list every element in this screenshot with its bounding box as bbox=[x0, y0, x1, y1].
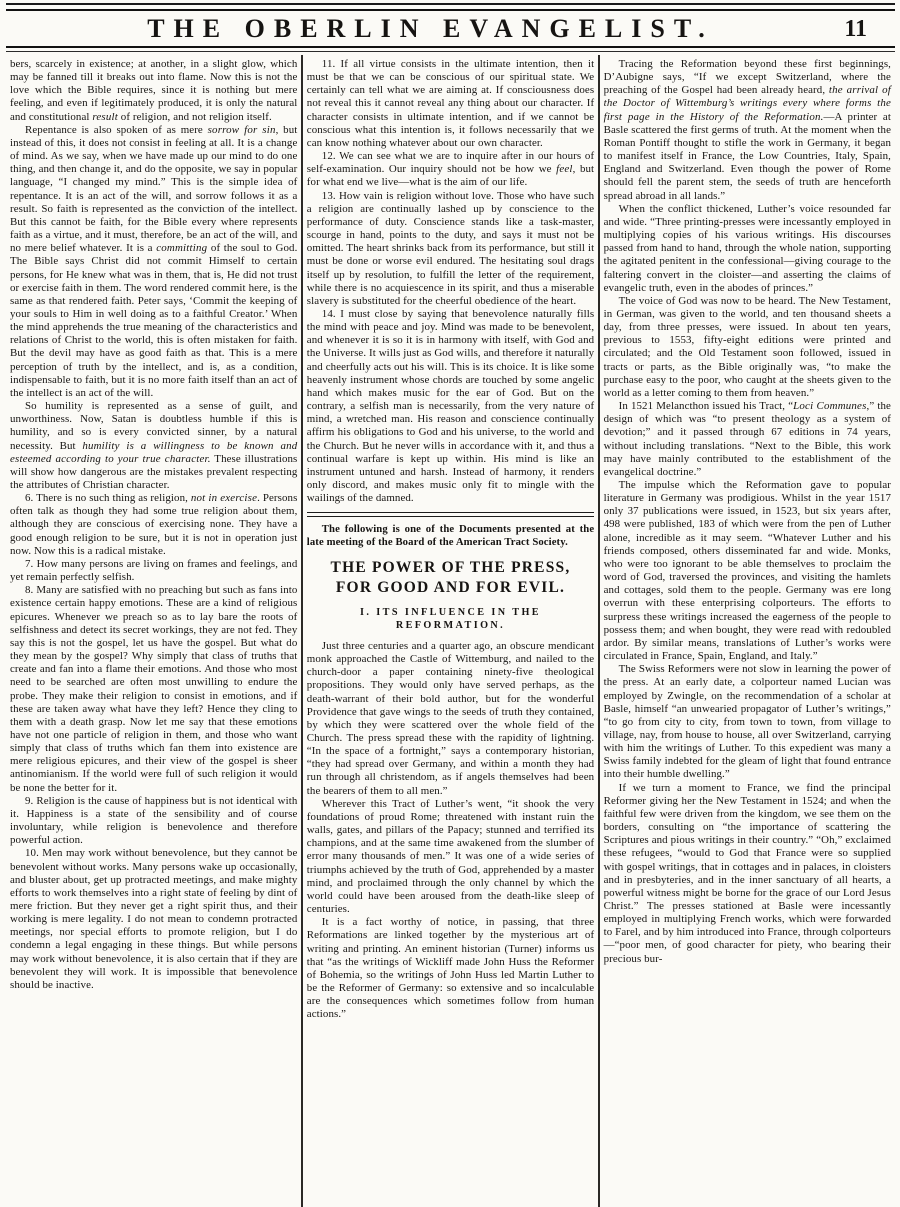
paragraph: 12. We can see what we are to inquire after in our hours of self-examination. Our inquiry should not be how we feel, but for what end we live—what is the aim of our life. bbox=[306, 150, 595, 189]
paragraph: 11. If all virtue consists in the ultimate intention, then it must be that we can be conscious of our spiritual state. We certainly can tell what we are aiming at. If consciousness does not reveal this it cannot reveal any thing about our character. If character consists in ultimate intention, and if we cannot be conscious what this intention is, it follows necessarily that we can know nothing whatever about our own character. bbox=[306, 58, 595, 149]
paragraph: The voice of God was now to be heard. The New Testament, in German, was given to the world, and ten thousand sheets a day, from three presses, were issued. In about ten years, previous to 1553, fifty-eight editions were printed and circulated; and the Old Testament soon followed, issued in tracts or parts, as the Bible originally was, “to make the purchase easy to the poor, who caught at the sheets given to the world as a letter coming to them from heaven.” bbox=[603, 294, 891, 399]
paragraph: 9. Religion is the cause of happiness but is not identical with it. Happiness is a state of the sensibility and of course involuntary, while religion is benevolence and therefore powerful action. bbox=[10, 794, 298, 847]
column-2-paragraphs-top bbox=[307, 58, 594, 505]
column-1 bbox=[6, 55, 301, 1207]
paragraph: The Swiss Reformers were not slow in learning the power of the press. At an early date, a colporteur named Lucian was employed by Zwingle, on the recommendation of a scholar at Basle, himself “an unwearied propagator of Luther’s writings,” “to go from city to city, from town to town, from village to village, nay, from house to house, all over Switzerland, carrying with him the writings of Luther. To this expedient was many a Swiss family indebted for the gleam of light that found entrance into their humble dwelling.” bbox=[603, 663, 891, 781]
article-headline: THE POWER OF THE PRESS, FOR GOOD AND FOR EVIL. bbox=[330, 559, 571, 597]
paragraph: Tracing the Reformation beyond these first beginnings, D’Aubigne says, “If we except Switzerland, where the preaching of the Gospel had been already heard, the arrival of the Doctor of Wittemburg’s writings every where forms the first page in the History of the Reformation.—A printer at Basle scattered the first germs of truth. At the moment when the Roman Pontiff thought to stifle the work in Germany, it began to manifest itself in France, the Low Countries, Italy, Spain, England and Switzerland. Even though the power of Rome should fell the parent stem, the seeds of truth are henceforth spread abroad in all lands.” bbox=[603, 58, 891, 202]
column-3-paragraphs bbox=[604, 58, 891, 966]
column-2-paragraphs-bottom bbox=[307, 640, 594, 1022]
paragraph: In 1521 Melancthon issued his Tract, “Loci Communes,” the design of which was “to present theology as a system of devotion;” and it passed through 67 editions in 74 years, without including translations. “Next to the Bible, this work may have mainly contributed to the establishment of the evangelical doctrine.” bbox=[603, 400, 891, 478]
paragraph: 13. How vain is religion without love. Those who have such a religion are continually lashed up by conscience to the performance of duty. Conscience stands like a task-master, scourge in hand, points to the duty, and says it must not be omitted. The heart shrinks back from its performance, but still it must be done or worse evil endured. The hesitating soul drags itself up by resolution, to fulfill the letter of the requirement, while there is no acquiescence in its spirit, and thus a miserable slavery is substituted for the cheerful obedience of the heart. bbox=[306, 189, 595, 307]
paragraph: When the conflict thickened, Luther’s voice resounded far and wide. “Three printing-presses were incessantly employed in multiplying copies of his various writings. His discourses passed from hand to hand, through the whole nation, supporting the agitated penitent in the confessional—giving courage to the faltering convert in the cloister—and asserting the claims of evangelic truth, even in the abodes of princes.” bbox=[603, 202, 891, 294]
paragraph: Just three centuries and a quarter ago, an obscure mendicant monk approached the Castle of Wittemburg, and nailed to the church-door a paper containing ninety-five theological propositions. They would only have served perhaps, as the death-warrant of their bold author, but for the wonderful Providence that gave wings to the seeds of truth they contained, by which they were scattered over the whole field of the Church. The press spread these with the rapidity of lightning. “In the space of a fortnight,” says a contemporary historian, “they had spread over Germany, and within a month they had run through all christendom, as if angels themselves had been the bearers of them to all men.” bbox=[306, 639, 595, 797]
column-1-paragraphs bbox=[10, 58, 297, 992]
top-double-rule bbox=[6, 3, 895, 11]
paragraph: Wherever this Tract of Luther’s went, “it shook the very foundations of proud Rome; threatened with instant ruin the walls, gates, and pillars of the Papacy; stunned and terrified its champions, and at the same time awakened from the slumber of error many thousands of men.” It was one of a wide series of triumphs achieved by the truth of God, apprehended by a master mind, and proclaimed through the only channel by which the world could have been aroused from the death-like sleep of centuries. bbox=[306, 797, 595, 916]
masthead bbox=[6, 12, 895, 46]
paragraph: 10. Men may work without benevolence, but they cannot be benevolent without works. Many persons wake up occasionally, and bluster about, get up protracted meetings, and make mighty efforts to work themselves into a right state of feeling by dint of mere friction. But they never get a right spirit thus, and their working is mere legality. I do not mean to condemn protracted meetings, nor special efforts to promote religion, but I do condemn a legal engaging in these things. But while persons may work without benevolence, it is also certain that if they are benevolent they will work. It is impossible that benevolence should be inactive. bbox=[10, 847, 298, 991]
paragraph: The impulse which the Reformation gave to popular literature in Germany was prodigious. Whilst in the year 1517 only 37 publications were issued, in 1523, but six years after, 498 were published, 183 of which were from the pen of Luther alone, incredible as it may seem. “Whatever Luther and his friends composed, others disseminated far and wide. Monks, who were too ignorant to be able themselves to proclaim the word of God, traversed the provinces, and visiting the hamlets and cottages, sold them to the people. Germany was ere long overrun with these enterprising colporteurs. The efforts to surpress these writings increased the eagerness of the people to possess them; and when bought, they were read with redoubled ardor. By similar means, translations of Luther’s works were circulated in France, Spain, England, and Italy.” bbox=[603, 479, 891, 663]
article-subhead: I. ITS INFLUENCE IN THE REFORMATION. bbox=[360, 606, 541, 631]
paragraph: 8. Many are satisfied with no preaching but such as fans into existence certain happy emotions. These are a kind of religious epicures. Whenever we preach so as to lay bare the roots of selfishness and detect its secret workings, they are not fed. They say this is not the gospel, let us have the gospel. But what do they mean by the gospel? Why simply that class of truths that create and fan into a flame their emotions. And those who most need to be searched are often most unwilling to endure the probe. They make their religion to consist in emotions, and if these are taken away what have they left? Hence they cling to them with a death grasp. Now let me say that these emotions have not one particle of religion in them, and those who want simply that class of truths which fan them into existence are mere religious epicures, and their view of the gospel is sheer antinomianism. If the world were full of such religion it would be none the better for it. bbox=[10, 584, 298, 794]
paragraph: 6. There is no such thing as religion, not in exercise. Persons often talk as though they had some true religion about them, although they are conscious of exercising none. They have a good enough religion to be sure, but it is not in operation just now. Now this is a radical mistake. bbox=[10, 492, 298, 557]
paragraph: 14. I must close by saying that benevolence naturally fills the mind with peace and joy. Mind was made to be benevolent, and whenever it is so it is in harmony with itself, with God and the Universe. It wills just as God wills, and therefore it naturally and cheerfully acts out his will. This is its choice. It is like some heavenly instrument whose chords are touched by some angelic hand which makes music for the ear of God. But on the contrary, a selfish man is necessarily, from the very nature of mind, a wretched man. His reason and conscience continually affirm his obligations to God and his universe, to the world and the Church. But he never wills in accordance with it, and thus a continual warfare is kept up within. His mind is like an instrument untuned and harsh. Instead of harmony, it renders only discord, and makes music only fit to mingle with the wailings of the damned. bbox=[306, 307, 595, 505]
column-2 bbox=[303, 55, 598, 1207]
paragraph: bers, scarcely in existence; at another, in a slight glow, which may be fanned till it breaks out into flame. Now this is not the love which the Bible requires, since it is nothing but mere feeling, and even if legitimately produced, it is only the natural and constitutional result of religion, and not religion itself. bbox=[10, 58, 298, 123]
column-3 bbox=[600, 55, 895, 1207]
section-double-rule bbox=[307, 512, 594, 517]
masthead-title: THE OBERLIN EVANGELIST. bbox=[147, 14, 714, 43]
page-number: 11 bbox=[844, 16, 867, 42]
document-notice: The following is one of the Documents presented at the late meeting of the Board of the American Tract Society. bbox=[306, 523, 595, 549]
paragraph: So humility is represented as a sense of guilt, and unworthiness. Now, Satan is doubtless humble if this is humility, and so is every convicted sinner, by a natural necessity. But humility is a willingness to be known and esteemed according to your true character. These illustrations will show how dangerous are the mistakes prevalent respecting the attributes of Christian character. bbox=[10, 400, 298, 491]
masthead-bottom-rule bbox=[6, 46, 895, 52]
paragraph: It is a fact worthy of notice, in passing, that three Reformations are linked together by the mysterious art of writing and printing. An eminent historian (Turner) informs us that “as the writings of Wickliff made John Huss the Reformer of Bohemia, so the writings of John Huss led Martin Luther to be the Reformer of Germany: so extensive and so incalculable are the consequences which sometimes follow from human actions.” bbox=[306, 916, 595, 1021]
paragraph: Repentance is also spoken of as mere sorrow for sin, but instead of this, it does not consist in feeling at all. It is a change of mind. As we say, when we have made up our mind to do one thing, and then change it, and do the opposite, we say in popular language, “I changed my mind.” This is the simple idea of repentance. It is an act of the will, and sorrow follows it as a result. So faith is represented as the conviction of the intellect. But this cannot be faith, for the Bible every where represents faith as a virtue, and it must, therefore, be an act of the will, and no mere belief whatever. It is a committing of the soul to God. The Bible says Christ did not commit Himself to certain persons, for He knew what was in them, that is, He did not trust or exercise faith in them. The word rendered commit here, is the same as that rendered faith. Peter says, ‘Commit the keeping of your souls to Him in well doing as to a faithful Creator.’ When the mind apprehends the true meaning of the characteristics and relations of Christ to the world, this is often mistaken for faith. But the devil may have as good faith as that. This is a mere perception of truth by the intellect, and is, as a condition, indispensable to faith, but it is no more faith itself than an act of the intellect is an act of the will. bbox=[10, 123, 298, 399]
column-layout bbox=[6, 55, 895, 1207]
paragraph: If we turn a moment to France, we find the principal Reformer giving her the New Testament in 1524; and when the faithful few were driven from the kingdom, we see them on the borders, consulting on “the importance of scattering the Scriptures and pious writings in their country.” “Oh,” exclaimed these refugees, “would to God that France were so supplied with gospel writings, that in cottages and in palaces, in cloisters and in presbyteries, and in the inner sanctuary of all hearts, a powerful witness might be borne for the grace of our Lord Jesus Christ.” The presses stationed at Basle were incessantly employed in multiplying French works, which were forwarded to Farel, and by him introduced into France, through colporteurs—“poor men, of good character for piety, who bearing their precious bur- bbox=[603, 781, 891, 965]
paragraph: 7. How many persons are living on frames and feelings, and yet remain perfectly selfish. bbox=[10, 557, 298, 584]
